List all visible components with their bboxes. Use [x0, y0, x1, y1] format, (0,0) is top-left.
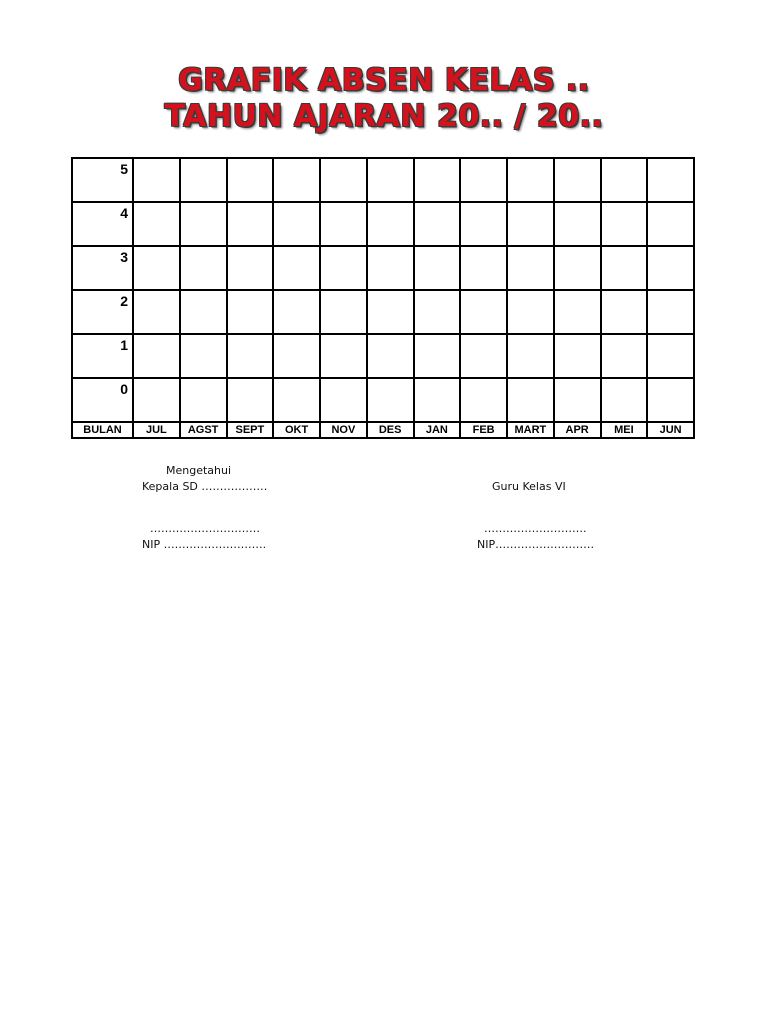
grid-cell: [414, 378, 461, 422]
grid-cell: [227, 334, 274, 378]
known-by-label: Mengetahui: [166, 464, 232, 477]
month-label: JUL: [133, 422, 180, 438]
grid-cell: [460, 246, 507, 290]
grid-cell: [414, 202, 461, 246]
grid-cell: [227, 290, 274, 334]
grid-cell: [647, 202, 694, 246]
grid-cell: [647, 378, 694, 422]
month-label: APR: [554, 422, 601, 438]
grid-cell: [320, 334, 367, 378]
month-label: AGST: [180, 422, 227, 438]
month-label: NOV: [320, 422, 367, 438]
grid-cell: [601, 378, 648, 422]
grid-cell: [227, 202, 274, 246]
grid-cell: [133, 290, 180, 334]
grid-row: [72, 202, 694, 246]
y-tick-label: 0: [72, 378, 133, 422]
grid-cell: [554, 246, 601, 290]
grid-cell: [227, 378, 274, 422]
teacher-label: Guru Kelas VI: [492, 480, 566, 493]
grid-cell: [554, 378, 601, 422]
grid-cell: [320, 202, 367, 246]
grid-cell: [507, 246, 554, 290]
grid-cell: [133, 378, 180, 422]
title-line-1: GRAFIK ABSEN KELAS ..: [178, 63, 590, 98]
grid-cell: [554, 290, 601, 334]
grid-cell: [320, 158, 367, 202]
grid-cell: [273, 290, 320, 334]
grid-cell: [507, 290, 554, 334]
grid-cell: [460, 202, 507, 246]
grid-cell: [367, 158, 414, 202]
month-row: [72, 422, 694, 438]
grid-cell: [507, 378, 554, 422]
teacher-nip: NIP………………………: [477, 538, 595, 551]
grid-cell: [414, 246, 461, 290]
grid-cell: [180, 202, 227, 246]
grid-cell: [601, 246, 648, 290]
grid-cell: [180, 246, 227, 290]
grid-cell: [273, 334, 320, 378]
y-tick-label: 4: [72, 202, 133, 246]
grid-cell: [320, 378, 367, 422]
principal-name-line: …………………………: [150, 522, 260, 535]
grid-cell: [460, 334, 507, 378]
grid-row: [72, 378, 694, 422]
grid-cell: [180, 158, 227, 202]
month-label: OKT: [273, 422, 320, 438]
grid-cell: [554, 158, 601, 202]
teacher-name-line: ……………………….: [484, 522, 587, 535]
grid-cell: [460, 158, 507, 202]
grid-cell: [367, 334, 414, 378]
grid-cell: [647, 246, 694, 290]
principal-nip: NIP ……………………….: [142, 538, 267, 551]
y-tick-label: 1: [72, 334, 133, 378]
grid-cell: [601, 158, 648, 202]
month-label: MART: [507, 422, 554, 438]
title-line-2: TAHUN AJARAN 20.. / 20..: [164, 99, 604, 134]
grid-cell: [320, 246, 367, 290]
grid-cell: [133, 158, 180, 202]
grid-cell: [367, 246, 414, 290]
grid-cell: [554, 334, 601, 378]
month-label: MEI: [601, 422, 648, 438]
grid-cell: [414, 334, 461, 378]
grid-cell: [133, 202, 180, 246]
grid-cell: [647, 334, 694, 378]
month-label: DES: [367, 422, 414, 438]
grid-cell: [180, 378, 227, 422]
grid-cell: [273, 246, 320, 290]
principal-label: Kepala SD ………………: [142, 480, 268, 493]
y-tick-label: 5: [72, 158, 133, 202]
grid-cell: [227, 158, 274, 202]
grid-cell: [367, 290, 414, 334]
grid-cell: [180, 290, 227, 334]
grid-cell: [414, 290, 461, 334]
grid-cell: [133, 246, 180, 290]
month-label: JAN: [414, 422, 461, 438]
grid-cell: [460, 378, 507, 422]
grid-cell: [273, 158, 320, 202]
grid-cell: [647, 158, 694, 202]
grid-cell: [180, 334, 227, 378]
grid-cell: [601, 290, 648, 334]
grid-cell: [273, 378, 320, 422]
grid-cell: [367, 202, 414, 246]
grid-cell: [273, 202, 320, 246]
x-header-label: BULAN: [72, 422, 133, 438]
grid-cell: [507, 202, 554, 246]
grid-cell: [367, 378, 414, 422]
attendance-grid: [71, 157, 695, 439]
grid-row: [72, 246, 694, 290]
grid-row: [72, 290, 694, 334]
y-tick-label: 2: [72, 290, 133, 334]
grid-cell: [227, 246, 274, 290]
grid-cell: [320, 290, 367, 334]
grid-cell: [460, 290, 507, 334]
grid-cell: [507, 334, 554, 378]
grid-cell: [601, 202, 648, 246]
grid-row: [72, 334, 694, 378]
grid-row: [72, 158, 694, 202]
month-label: JUN: [647, 422, 694, 438]
month-label: SEPT: [227, 422, 274, 438]
grid-cell: [647, 290, 694, 334]
grid-cell: [601, 334, 648, 378]
grid-cell: [414, 158, 461, 202]
grid-cell: [554, 202, 601, 246]
grid-cell: [507, 158, 554, 202]
month-label: FEB: [460, 422, 507, 438]
grid-cell: [133, 334, 180, 378]
y-tick-label: 3: [72, 246, 133, 290]
